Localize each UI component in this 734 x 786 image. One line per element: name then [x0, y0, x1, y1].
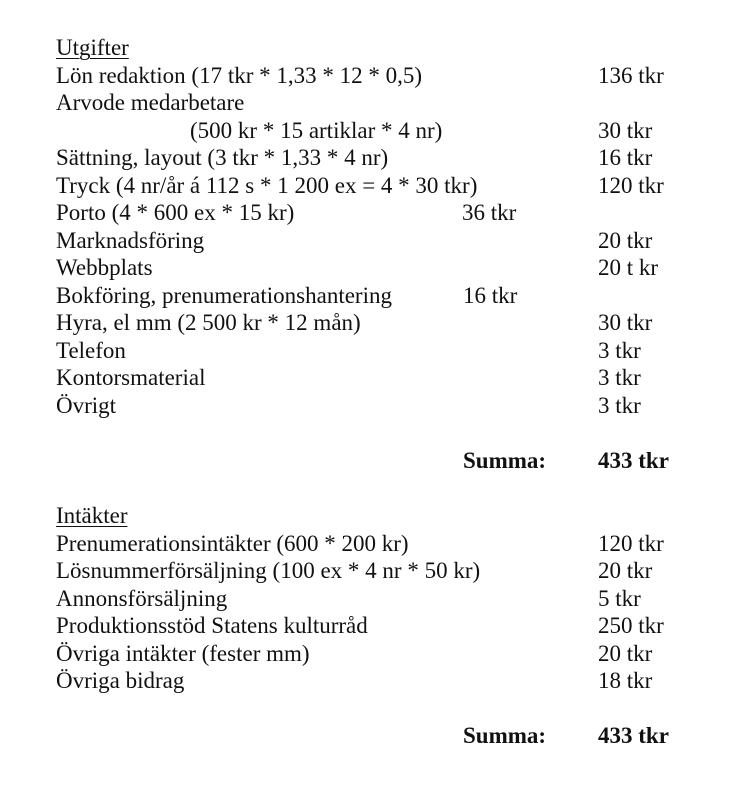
expense-amount-fees: 30 tkr [598, 118, 653, 143]
expense-amount-layout: 16 tkr [598, 145, 653, 170]
expense-label-fees: Arvode medarbetare [56, 90, 245, 115]
expense-amount-office: 3 tkr [598, 365, 641, 390]
income-heading: Intäkter [56, 503, 128, 528]
expense-label-salary: Lön redaktion (17 tkr * 1,33 * 12 * 0,5) [56, 63, 423, 88]
income-sum-value: 433 tkr [598, 723, 669, 748]
expenses-sum-value: 433 tkr [598, 448, 669, 473]
income-label-production-support: Produktionsstöd Statens kulturråd [56, 613, 368, 638]
income-amount-production-support: 250 tkr [598, 613, 664, 638]
income-label-other-income: Övriga intäkter (fester mm) [56, 641, 310, 666]
expense-amount-rent: 30 tkr [598, 310, 653, 335]
income-amount-other-income: 20 tkr [598, 641, 653, 666]
expense-label-rent: Hyra, el mm (2 500 kr * 12 mån) [56, 310, 361, 335]
expense-amount-other: 3 tkr [598, 393, 641, 418]
expense-label-fees-detail: (500 kr * 15 artiklar * 4 nr) [190, 118, 443, 143]
expense-label-marketing: Marknadsföring [56, 228, 205, 253]
expense-amount-postage: 36 tkr [462, 200, 517, 225]
expense-amount-website: 20 t kr [598, 255, 659, 280]
expense-label-print: Tryck (4 nr/år á 112 s * 1 200 ex = 4 * 30 tkr) [56, 173, 478, 198]
expense-amount-bookkeeping: 16 tkr [463, 283, 518, 308]
expense-label-other: Övrigt [56, 393, 117, 418]
expense-amount-marketing: 20 tkr [598, 228, 653, 253]
income-amount-ads: 5 tkr [598, 586, 641, 611]
expense-amount-print: 120 tkr [598, 173, 664, 198]
expense-label-bookkeeping: Bokföring, prenumerationshantering [56, 283, 392, 308]
income-label-ads: Annonsförsäljning [56, 586, 228, 611]
expense-amount-phone: 3 tkr [598, 338, 641, 363]
income-label-subscriptions: Prenumerationsintäkter (600 * 200 kr) [56, 531, 409, 556]
expense-label-layout: Sättning, layout (3 tkr * 1,33 * 4 nr) [56, 145, 389, 170]
income-amount-other-grants: 18 tkr [598, 668, 653, 693]
expenses-sum-label: Summa: [463, 448, 547, 473]
income-sum-label: Summa: [463, 723, 547, 748]
expense-label-office: Kontorsmaterial [56, 365, 206, 390]
expense-amount-salary: 136 tkr [598, 63, 664, 88]
income-label-other-grants: Övriga bidrag [56, 668, 185, 693]
income-amount-subscriptions: 120 tkr [598, 531, 664, 556]
expense-label-website: Webbplats [56, 255, 153, 280]
expense-label-phone: Telefon [56, 338, 126, 363]
income-label-single-sales: Lösnummerförsäljning (100 ex * 4 nr * 50 kr) [56, 558, 481, 583]
expenses-heading: Utgifter [56, 35, 129, 60]
expense-label-postage: Porto (4 * 600 ex * 15 kr) [56, 200, 295, 225]
income-amount-single-sales: 20 tkr [598, 558, 653, 583]
